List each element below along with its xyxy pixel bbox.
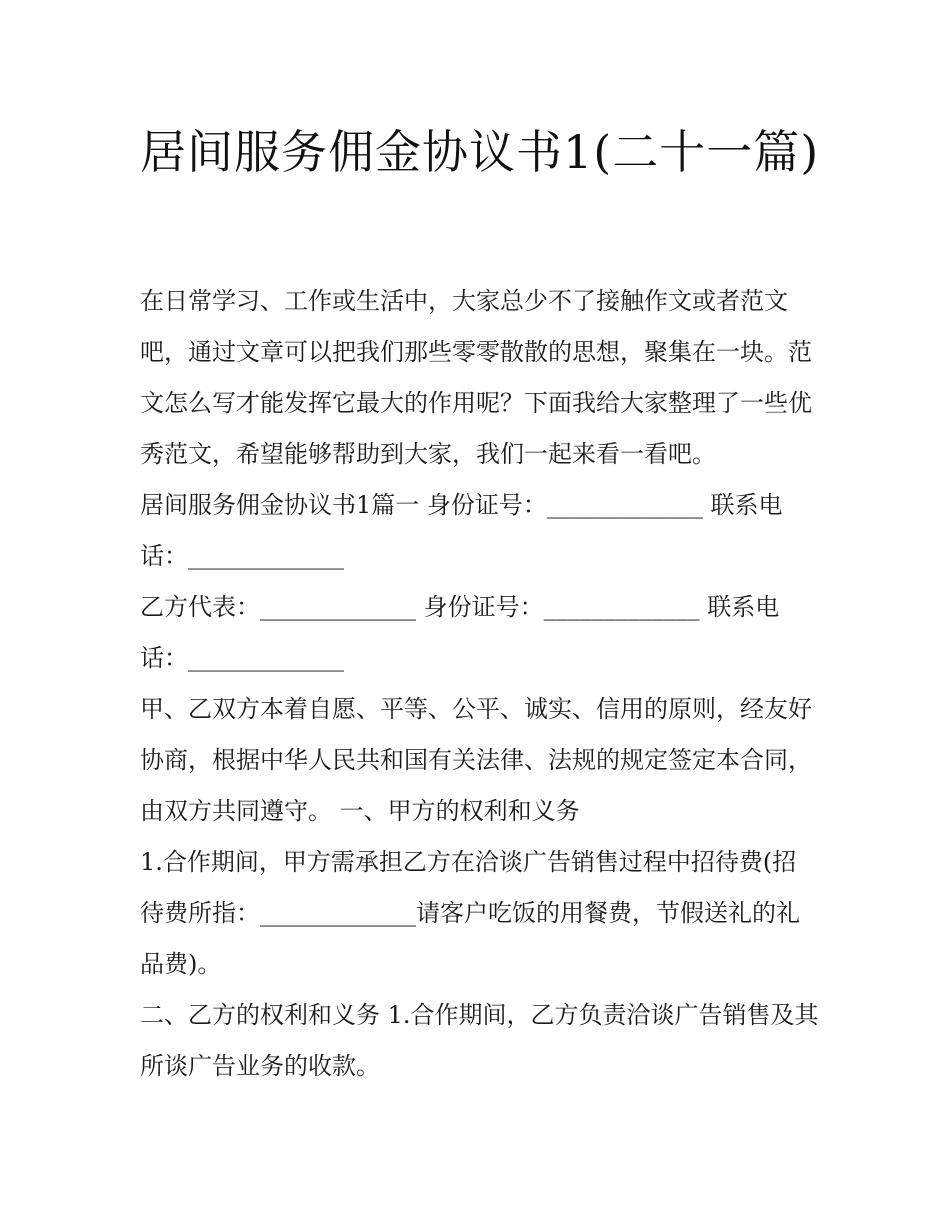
party-a-clause-paragraph: 1.合作期间，甲方需承担乙方在洽谈广告销售过程中招待费(招待费所指：_____________请客户吃饭的用餐费，节假送礼的礼品费)。	[140, 848, 800, 978]
document-title: 居间服务佣金协议书1(二十一篇)	[140, 125, 820, 179]
intro-paragraph: 在日常学习、工作或生活中，大家总少不了接触作文或者范文吧，通过文章可以把我们那些零零散散的思想，聚集在一块。范文怎么写才能发挥它最大的作用呢？下面我给大家整理了一些优秀范文，希望能够帮助到大家，我们一起来看一看吧。	[140, 287, 812, 468]
principles-paragraph: 甲、乙双方本着自愿、平等、公平、诚实、信用的原则，经友好协商，根据中华人民共和国有关法律、法规的规定签定本合同，由双方共同遵守。 一、甲方的权利和义务	[140, 695, 812, 825]
party-b-clause-paragraph: 二、乙方的权利和义务 1.合作期间，乙方负责洽谈广告销售及其所谈广告业务的收款。	[140, 1001, 819, 1080]
party-a-info-paragraph: 居间服务佣金协议书1篇一 身份证号：_____________ 联系电话：_____________	[140, 491, 783, 570]
document-body	[140, 276, 820, 1092]
party-b-info-paragraph: 乙方代表：_____________ 身份证号：_____________ 联系电话：_____________	[140, 593, 780, 672]
